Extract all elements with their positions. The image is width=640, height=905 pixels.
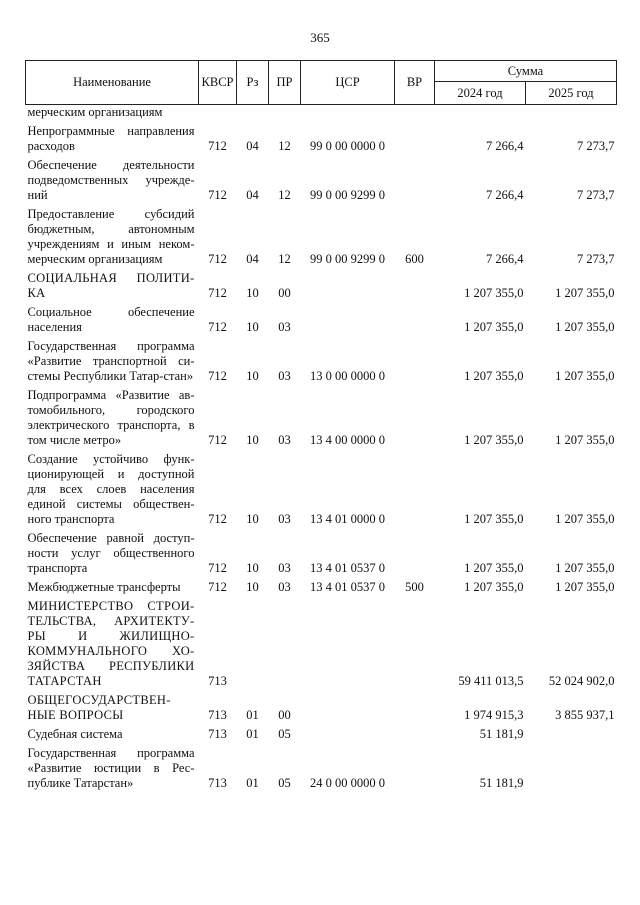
header-2025: 2025 год: [526, 82, 617, 105]
row-vr: [395, 727, 435, 743]
row-csr: 99 0 00 9299 0: [310, 252, 385, 266]
row-csr: [301, 271, 395, 302]
table-header: [26, 61, 617, 105]
row-kvsr: 712: [208, 286, 227, 300]
row-sum-2025: 52 024 902,0: [548, 674, 615, 688]
row-sum-2025: 7 273,7: [577, 252, 615, 266]
row-vr: [395, 105, 435, 122]
row-pr: 00: [278, 286, 291, 300]
row-csr: 13 0 00 0000 0: [310, 369, 385, 383]
row-pr: 03: [278, 580, 291, 594]
header-sum: Сумма: [435, 61, 617, 82]
row-pr: 12: [278, 188, 291, 202]
row-csr: 99 0 00 9299 0: [310, 188, 385, 202]
row-name: Государственная программа «Развитие транспортной си-стемы Республики Татар-стан»: [27, 339, 195, 383]
row-vr: [395, 388, 435, 449]
row-sum-2025: 1 207 355,0: [555, 433, 615, 447]
row-kvsr: 713: [208, 727, 227, 741]
table-row: [26, 580, 617, 596]
table-row: [26, 693, 617, 724]
header-csr: ЦСР: [301, 61, 395, 105]
row-sum-2024: 1 207 355,0: [464, 286, 524, 300]
row-sum-2024: 1 207 355,0: [464, 561, 524, 575]
row-name: Непрограммные направления расходов: [27, 124, 195, 153]
row-sum-2025: 7 273,7: [577, 188, 615, 202]
table-row: [26, 271, 617, 302]
row-sum-2024: 1 207 355,0: [464, 433, 524, 447]
row-pr: 12: [278, 139, 291, 153]
row-rz: 01: [246, 708, 259, 722]
header-name: Наименование: [26, 61, 199, 105]
page-number: 365: [310, 30, 330, 45]
row-name: Государственная программа «Развитие юстиции в Рес-публике Татарстан»: [27, 746, 195, 790]
row-name: Социальное обеспечение населения: [27, 305, 195, 334]
row-sum-2025: 1 207 355,0: [555, 580, 615, 594]
row-kvsr: 712: [208, 252, 227, 266]
row-rz: 04: [246, 139, 259, 153]
row-name: Подпрограмма «Развитие ав-томобильного, городского электрического транспорта, в том числе метро»: [27, 388, 195, 447]
table-row: [26, 207, 617, 268]
row-csr: 13 4 01 0537 0: [310, 561, 385, 575]
row-kvsr: 713: [208, 776, 227, 790]
table-row: [26, 746, 617, 792]
row-name: ОБЩЕГОСУДАРСТВЕН-НЫЕ ВОПРОСЫ: [27, 693, 171, 722]
row-csr: [301, 693, 395, 724]
row-rz: 10: [246, 512, 259, 526]
row-sum-2024: 59 411 013,5: [458, 674, 524, 688]
table-row: [26, 388, 617, 449]
row-rz: 10: [246, 580, 259, 594]
table-row: [26, 158, 617, 204]
row-sum-2025: [526, 746, 617, 792]
row-sum-2024: 7 266,4: [486, 252, 524, 266]
row-rz: 10: [246, 286, 259, 300]
row-csr: 99 0 00 0000 0: [310, 139, 385, 153]
row-vr: [395, 693, 435, 724]
row-sum-2025: 1 207 355,0: [555, 286, 615, 300]
row-sum-2024: 1 974 915,3: [464, 708, 524, 722]
row-sum-2024: [435, 105, 526, 122]
row-sum-2025: 1 207 355,0: [555, 512, 615, 526]
row-pr: 03: [278, 512, 291, 526]
row-pr: 03: [278, 369, 291, 383]
table-body: [26, 105, 617, 793]
row-csr: 13 4 01 0537 0: [310, 580, 385, 594]
row-csr: 13 4 00 0000 0: [310, 433, 385, 447]
row-sum-2024: 7 266,4: [486, 188, 524, 202]
row-kvsr: [199, 105, 237, 122]
row-vr: [395, 599, 435, 690]
table-row: [26, 452, 617, 528]
row-sum-2025: [526, 727, 617, 743]
row-rz: 01: [246, 727, 259, 741]
row-sum-2025: 1 207 355,0: [555, 320, 615, 334]
row-kvsr: 712: [208, 320, 227, 334]
row-kvsr: 712: [208, 512, 227, 526]
row-vr: [395, 746, 435, 792]
row-sum-2025: 3 855 937,1: [555, 708, 615, 722]
table-row: [26, 339, 617, 385]
table-row: [26, 305, 617, 336]
row-pr: 05: [278, 776, 291, 790]
row-csr: 13 4 01 0000 0: [310, 512, 385, 526]
row-csr: [301, 599, 395, 690]
row-sum-2024: 1 207 355,0: [464, 580, 524, 594]
row-sum-2025: [526, 105, 617, 122]
row-kvsr: 712: [208, 561, 227, 575]
row-kvsr: 712: [208, 580, 227, 594]
row-rz: [237, 105, 269, 122]
row-kvsr: 713: [208, 674, 227, 688]
row-rz: 10: [246, 433, 259, 447]
row-vr: [395, 305, 435, 336]
row-name: Создание устойчиво функ-ционирующей и доступной для всех слоев населения единой системы обществен-ного транспорта: [27, 452, 195, 526]
row-name: Предоставление субсидий бюджетным, автономным учреждениям и иным неком-мерческим организациям: [27, 207, 195, 266]
row-sum-2024: 1 207 355,0: [464, 369, 524, 383]
row-name: мерческим организациям: [27, 105, 163, 119]
row-sum-2024: 51 181,9: [479, 776, 524, 790]
table-row: [26, 124, 617, 155]
row-pr: [269, 599, 301, 690]
row-csr: [301, 105, 395, 122]
table-row: [26, 531, 617, 577]
budget-table: [25, 60, 617, 792]
row-name: Межбюджетные трансферты: [27, 580, 181, 594]
row-csr: 24 0 00 0000 0: [310, 776, 385, 790]
row-vr: 600: [405, 252, 424, 266]
header-pr: ПР: [269, 61, 301, 105]
row-sum-2024: 1 207 355,0: [464, 512, 524, 526]
row-kvsr: 712: [208, 369, 227, 383]
row-rz: 10: [246, 561, 259, 575]
row-rz: 04: [246, 252, 259, 266]
row-name: Обеспечение равной доступ-ности услуг общественного транспорта: [27, 531, 195, 575]
table-row: [26, 599, 617, 690]
row-rz: [237, 599, 269, 690]
row-vr: [395, 158, 435, 204]
header-rz: Рз: [237, 61, 269, 105]
row-name: Судебная система: [27, 727, 123, 741]
row-sum-2024: 51 181,9: [479, 727, 524, 741]
row-pr: 03: [278, 433, 291, 447]
row-pr: 05: [278, 727, 291, 741]
header-vr: ВР: [395, 61, 435, 105]
row-rz: 10: [246, 320, 259, 334]
row-sum-2024: 7 266,4: [486, 139, 524, 153]
row-pr: [269, 105, 301, 122]
row-pr: 03: [278, 320, 291, 334]
row-kvsr: 713: [208, 708, 227, 722]
row-sum-2024: 1 207 355,0: [464, 320, 524, 334]
header-2024: 2024 год: [435, 82, 526, 105]
row-pr: 00: [278, 708, 291, 722]
row-rz: 01: [246, 776, 259, 790]
row-kvsr: 712: [208, 433, 227, 447]
row-csr: [301, 305, 395, 336]
row-sum-2025: 1 207 355,0: [555, 561, 615, 575]
row-kvsr: 712: [208, 188, 227, 202]
row-rz: 04: [246, 188, 259, 202]
row-pr: 12: [278, 252, 291, 266]
row-kvsr: 712: [208, 139, 227, 153]
row-name: СОЦИАЛЬНАЯ ПОЛИТИ-КА: [27, 271, 195, 300]
header-kvsr: КВСР: [199, 61, 237, 105]
row-sum-2025: 7 273,7: [577, 139, 615, 153]
table-row: [26, 105, 617, 122]
table-row: [26, 727, 617, 743]
row-vr: [395, 124, 435, 155]
row-vr: [395, 271, 435, 302]
row-vr: [395, 452, 435, 528]
row-sum-2025: 1 207 355,0: [555, 369, 615, 383]
row-name: МИНИСТЕРСТВО СТРОИ-ТЕЛЬСТВА, АРХИТЕКТУ-РЫ И ЖИЛИЩНО-КОММУНАЛЬНОГО ХО-ЗЯЙСТВА РЕСПУБЛИКИ ТАТАРСТАН: [27, 599, 195, 688]
row-rz: 10: [246, 369, 259, 383]
row-vr: [395, 339, 435, 385]
row-pr: 03: [278, 561, 291, 575]
row-vr: [395, 531, 435, 577]
row-vr: 500: [405, 580, 424, 594]
row-csr: [301, 727, 395, 743]
row-name: Обеспечение деятельности подведомственных учрежде-ний: [27, 158, 195, 202]
